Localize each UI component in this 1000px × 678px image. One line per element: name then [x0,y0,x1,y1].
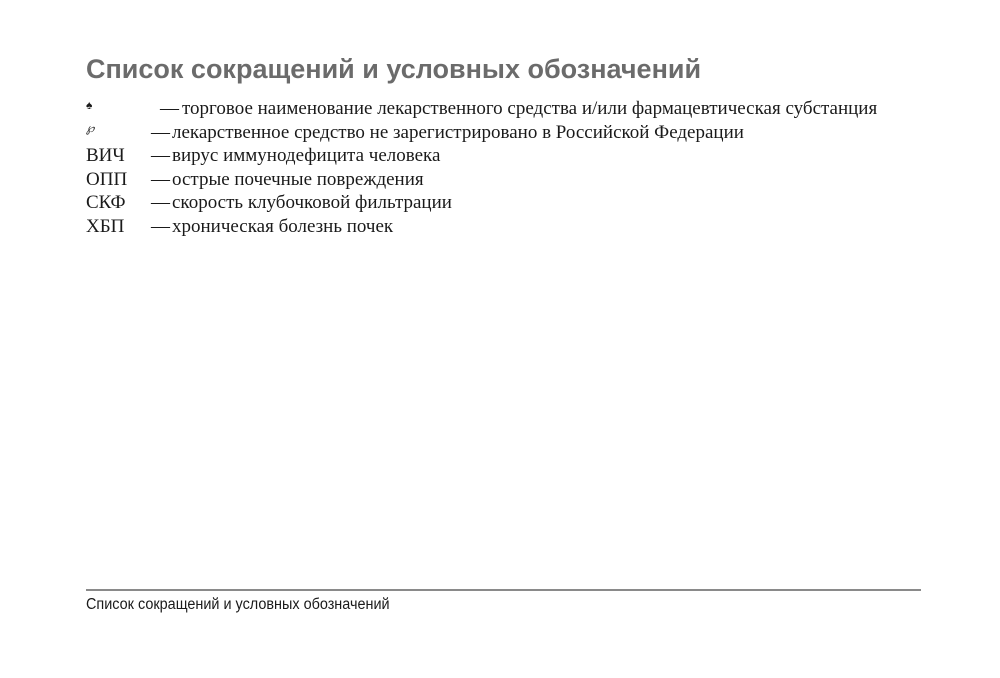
dash: — [151,168,170,190]
page-title: Список сокращений и условных обозначений [86,54,702,84]
dash: — [151,121,170,143]
footer-divider [86,589,921,591]
abbreviation-definition: торговое наименование лекарственного средства и/или фармацевтическая субстанция [182,98,878,119]
list-item [86,191,916,215]
abbreviation-definition: лекарственное средство не зарегистрировано в Российской Федерации [172,121,744,143]
abbreviation-list [86,97,916,238]
script-p-icon: ℘ [86,120,95,135]
abbreviation-definition: скорость клубочковой фильтрации [172,192,452,213]
dash: — [151,215,170,237]
list-item [86,97,916,121]
abbreviation-term: ХБП [86,215,125,237]
dash: — [151,192,170,213]
abbreviation-term: ВИЧ [86,145,125,166]
abbreviation-definition: вирус иммунодефицита человека [172,145,441,166]
list-item [86,168,916,192]
abbreviation-definition: хроническая болезнь почек [172,215,394,237]
dash: — [160,98,179,119]
list-item [86,121,916,145]
list-item [86,215,916,239]
list-item [86,144,916,168]
abbreviation-term: ОПП [86,168,128,190]
abbreviation-definition: острые почечные повреждения [172,168,424,190]
spade-icon: ♠ [86,98,93,112]
running-footer: Список сокращений и условных обозначений [86,596,390,613]
abbreviation-term: СКФ [86,192,126,213]
dash: — [151,145,170,166]
